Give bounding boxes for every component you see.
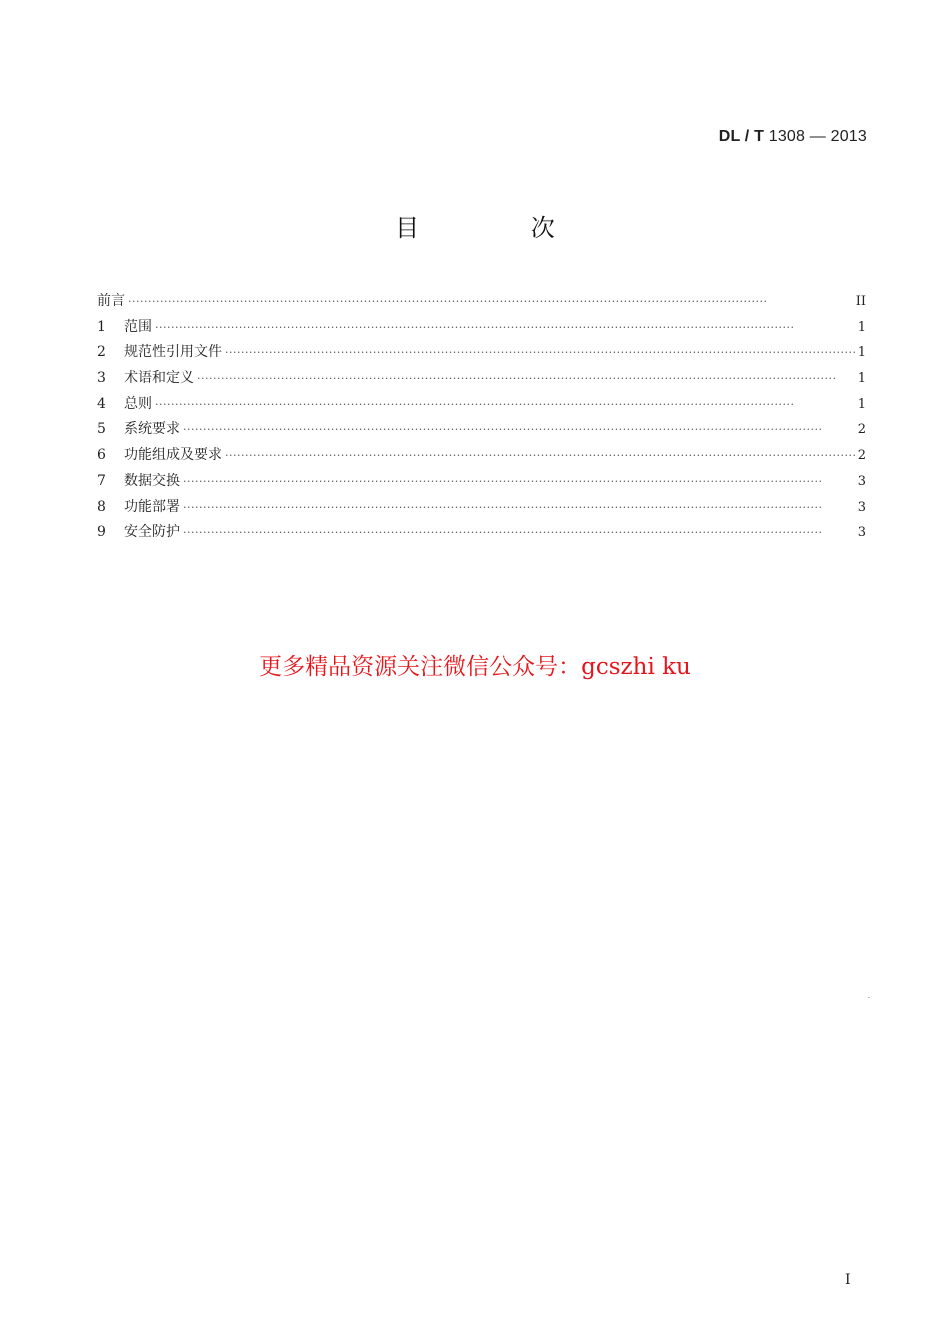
standard-number: 1308 — 2013 (768, 128, 867, 145)
toc-entry-5[interactable] (97, 418, 866, 444)
toc-entry-page: 1 (857, 345, 866, 361)
toc-entry-label: 系统要求 (124, 421, 180, 438)
table-of-contents (97, 290, 866, 547)
toc-entry-page: 3 (857, 499, 866, 515)
toc-leader-dots (225, 449, 855, 462)
toc-leader-dots (225, 346, 855, 359)
toc-entry-label: 功能部署 (124, 498, 180, 515)
toc-leader-dots (155, 321, 855, 334)
toc-entry-2[interactable] (97, 341, 866, 367)
toc-leader-dots (183, 501, 855, 514)
toc-entry-number: 8 (97, 498, 106, 515)
page-number: I (845, 1272, 851, 1288)
toc-entry-page: 2 (857, 448, 866, 464)
toc-entry-8[interactable] (97, 496, 866, 522)
toc-entry-number: 5 (97, 421, 106, 438)
toc-entry-number: 2 (97, 344, 106, 361)
toc-entry-label: 功能组成及要求 (124, 447, 222, 464)
toc-entry-page: II (855, 294, 866, 309)
toc-leader-dots (183, 475, 855, 488)
toc-entry-7[interactable] (97, 470, 866, 496)
toc-leader-dots (155, 398, 855, 411)
toc-entry-label: 前言 (97, 293, 125, 309)
toc-entry-6[interactable] (97, 444, 866, 470)
toc-entry-page: 1 (857, 396, 866, 412)
toc-entry-number: 4 (97, 395, 106, 412)
toc-entry-number: 6 (97, 447, 106, 464)
toc-entry-label: 总则 (124, 395, 152, 412)
toc-entry-label: 术语和定义 (124, 370, 194, 387)
toc-entry-page: 2 (857, 422, 866, 438)
toc-entry-9[interactable] (97, 521, 866, 547)
toc-entry-page: 3 (857, 473, 866, 489)
toc-entry-3[interactable] (97, 367, 866, 393)
toc-entry-label: 安全防护 (124, 524, 180, 541)
toc-leader-dots (197, 372, 855, 385)
toc-entry-label: 范围 (124, 318, 152, 335)
scan-speck (868, 997, 870, 998)
toc-entry-label: 规范性引用文件 (124, 344, 222, 361)
standard-prefix: DL / T (718, 128, 765, 145)
toc-entry-number: 3 (97, 370, 106, 387)
standard-code (719, 128, 867, 146)
page-title: 目 次 (395, 214, 607, 242)
toc-entry-number: 7 (97, 472, 106, 489)
toc-entry-foreword[interactable] (97, 290, 866, 316)
toc-entry-number: 9 (97, 524, 106, 541)
toc-entry-1[interactable] (97, 316, 866, 342)
toc-leader-dots (128, 295, 853, 308)
toc-entry-page: 1 (857, 371, 866, 387)
toc-entry-number: 1 (97, 318, 106, 335)
toc-leader-dots (183, 423, 855, 436)
promo-notice: 更多精品资源关注微信公众号：gcszhi ku (259, 654, 691, 680)
toc-entry-label: 数据交换 (124, 472, 180, 489)
toc-entry-4[interactable] (97, 393, 866, 419)
toc-leader-dots (183, 526, 855, 539)
toc-entry-page: 1 (857, 319, 866, 335)
toc-entry-page: 3 (857, 525, 866, 541)
